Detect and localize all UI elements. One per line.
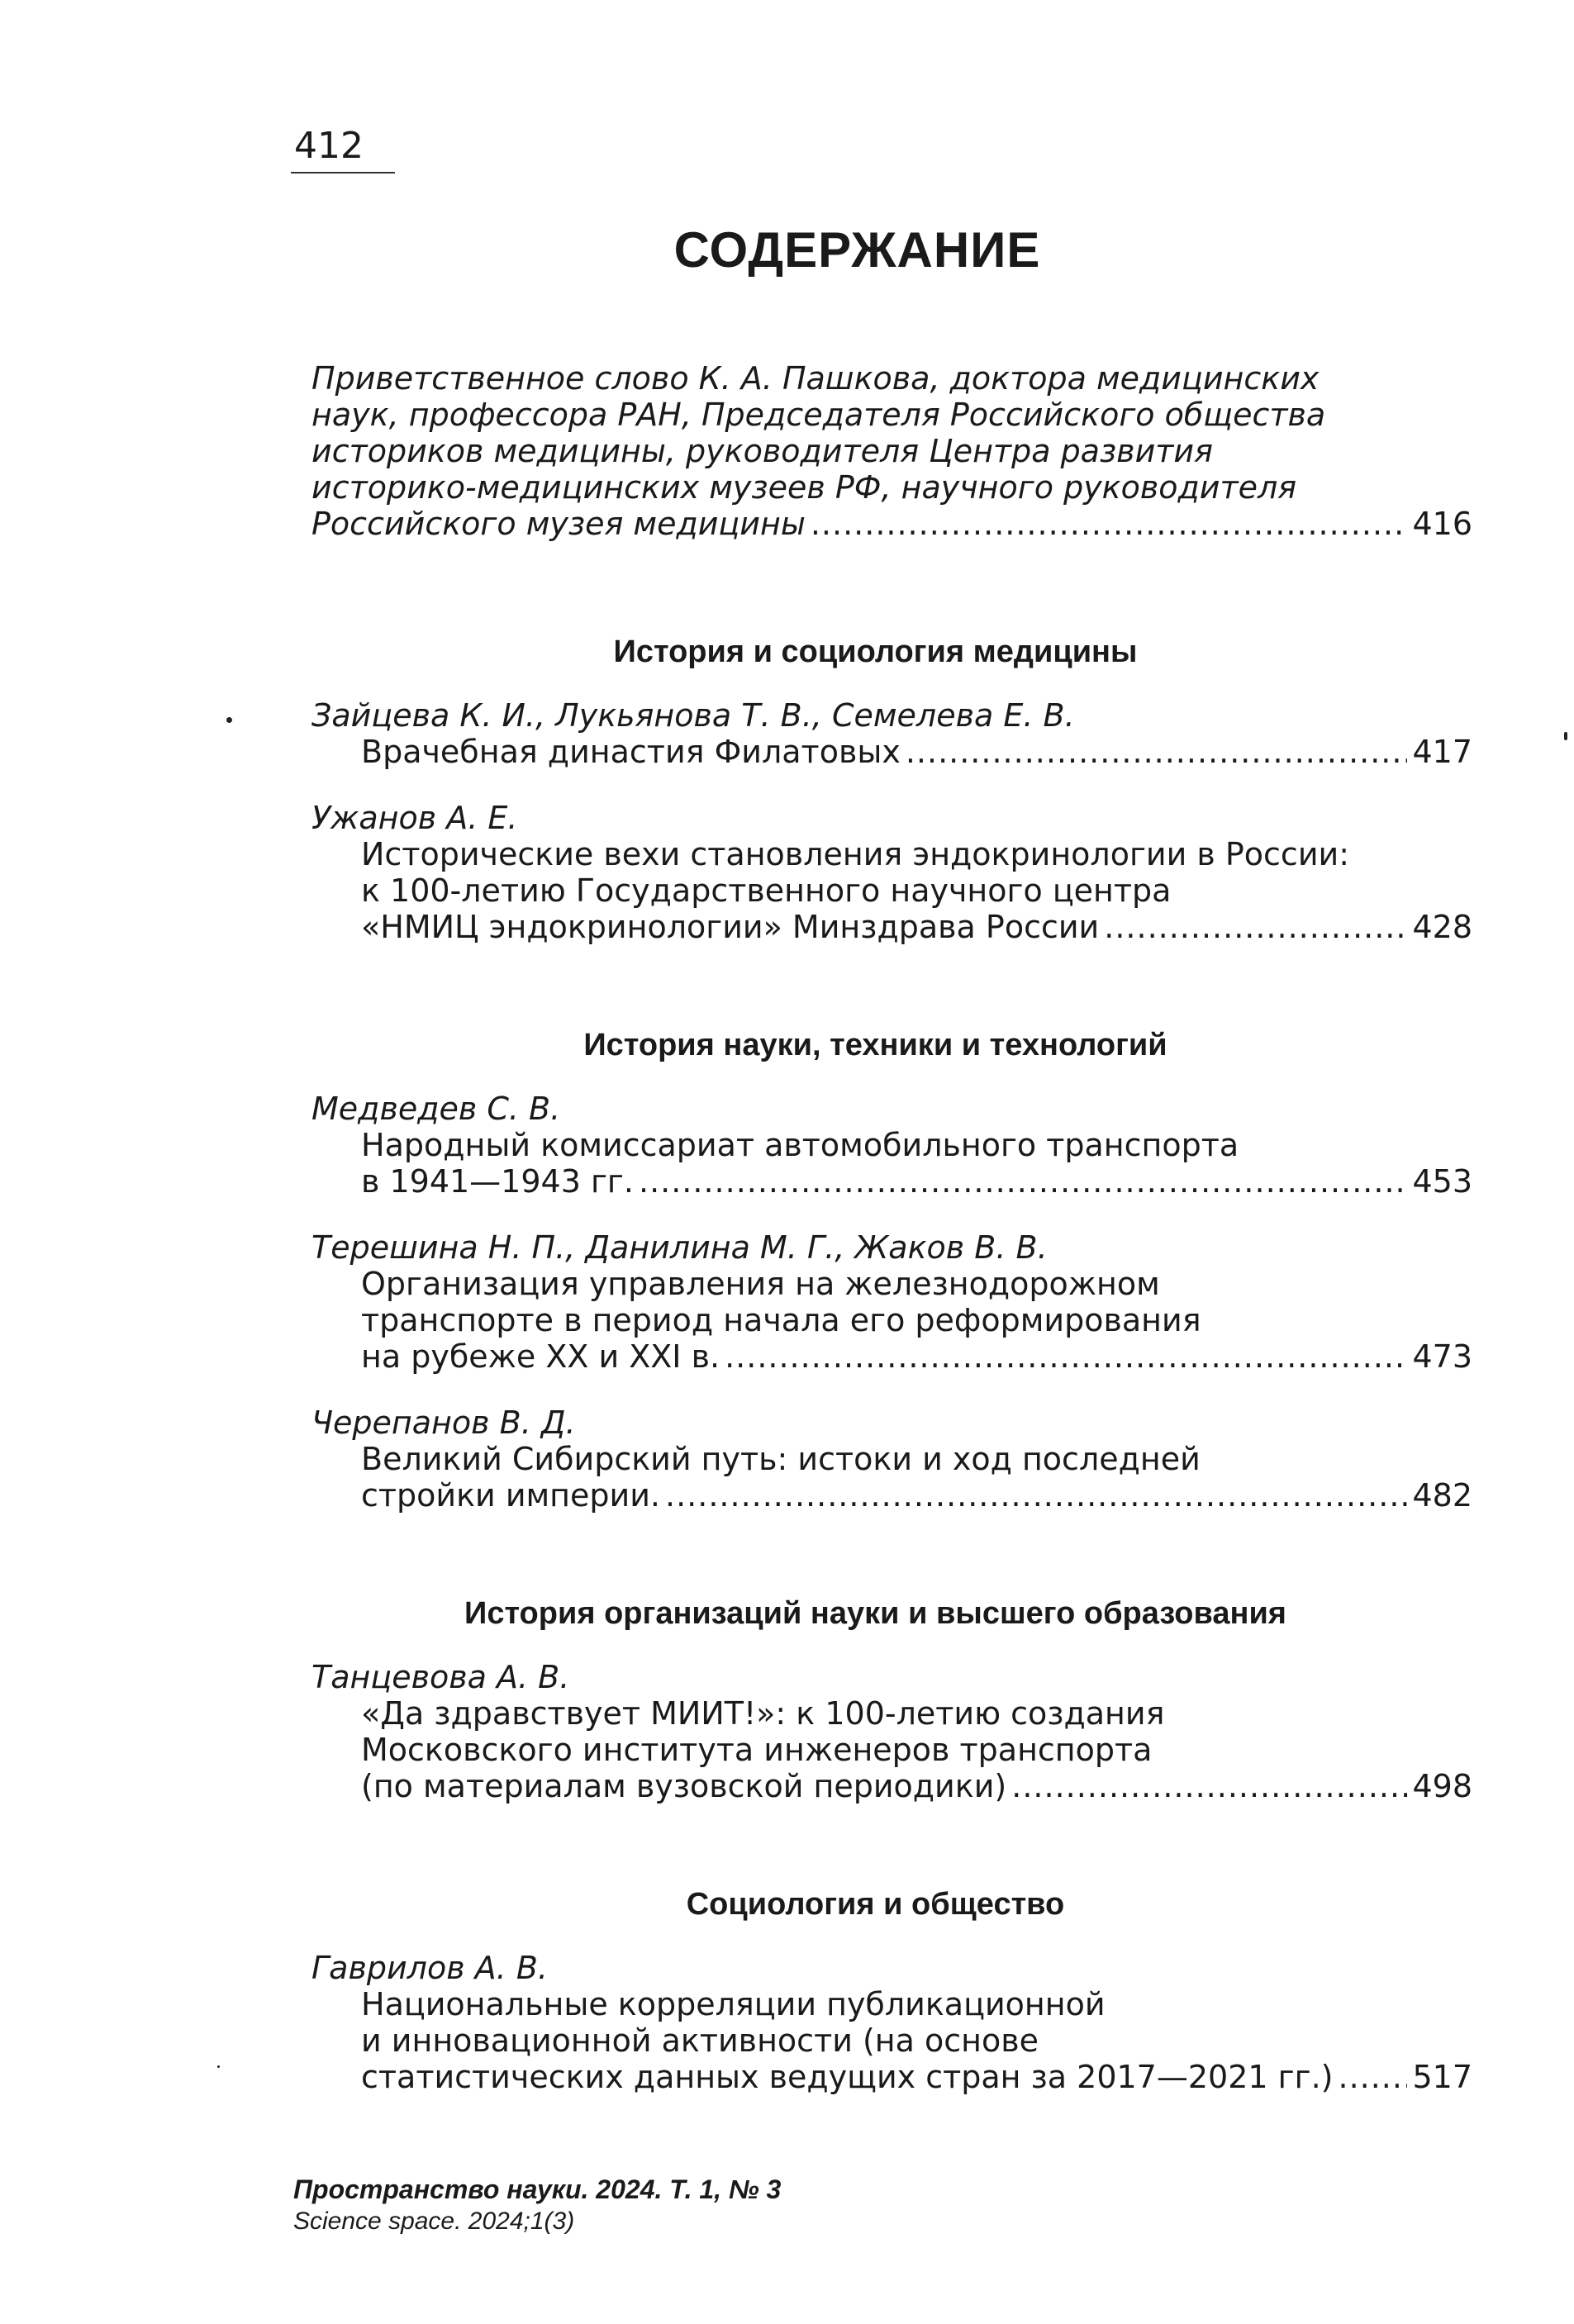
toc-section: [311, 631, 1472, 945]
page-ref: 482: [1412, 1477, 1472, 1514]
foreword-line: историков медицины, руководителя Центра развития: [311, 433, 1213, 469]
scan-speck: [1564, 732, 1567, 740]
dot-leader: [639, 1163, 1407, 1200]
entry-last-line: [361, 1163, 1472, 1200]
contents-heading: СОДЕРЖАНИЕ: [673, 222, 1041, 278]
section-title: История и социология медицины: [613, 634, 1138, 669]
entry-authors: Черепанов В. Д.: [311, 1404, 576, 1441]
entry-title-line: к 100-летию Государственного научного центра: [361, 872, 1172, 909]
entry-title-line: Народный комиссариат автомобильного транспорта: [361, 1127, 1239, 1163]
entry-title: [311, 1127, 1472, 1200]
toc-section: [311, 1593, 1472, 1804]
dot-leader: [906, 734, 1408, 770]
foreword-entry[interactable]: [311, 360, 1472, 542]
page-ref: 498: [1412, 1768, 1472, 1804]
entry-last-line: [361, 1338, 1472, 1375]
entry-last-line: [361, 1768, 1472, 1804]
entry-title-line: Великий Сибирский путь: истоки и ход последней: [361, 1441, 1201, 1477]
foreword-last-line: [311, 506, 1472, 542]
dot-leader: [1338, 2059, 1407, 2095]
dot-leader: [1104, 909, 1407, 945]
entry-title-text: Врачебная династия Филатовых: [361, 734, 901, 770]
toc-entry[interactable]: [311, 1091, 1472, 1200]
foreword-line: Приветственное слово К. А. Пашкова, доктора медицинских: [311, 360, 1320, 397]
entry-title-text: на рубеже XX и XXI в.: [361, 1338, 720, 1375]
entry-title-line: и инновационной активности (на основе: [361, 2022, 1039, 2059]
section-title: История организаций науки и высшего образования: [464, 1596, 1286, 1631]
scan-speck: [226, 717, 232, 723]
entry-title: [311, 836, 1472, 945]
toc-entry[interactable]: [311, 697, 1472, 770]
foreword-last-text: Российского музея медицины: [311, 506, 806, 542]
page-number: 412: [294, 125, 364, 167]
sections: [311, 631, 1472, 2095]
entry-title-text: стройки империи.: [361, 1477, 661, 1514]
foreword-lines: [311, 360, 1472, 506]
entry-title: [311, 734, 1472, 770]
dot-leader: [1011, 1768, 1407, 1804]
entry-authors: Танцевова А. В.: [311, 1659, 570, 1695]
entry-last-line: [361, 734, 1472, 770]
entry-authors: Гаврилов А. В.: [311, 1950, 548, 1986]
toc-entry[interactable]: [311, 800, 1472, 945]
page-number-rule: [291, 121, 395, 173]
page-ref: 428: [1412, 909, 1472, 945]
table-of-contents: [311, 360, 1472, 2095]
entry-title: [311, 1441, 1472, 1514]
page-ref: 453: [1412, 1163, 1472, 1200]
journal-reference: Пространство науки. 2024. Т. 1, № 3: [293, 2174, 782, 2204]
entry-authors: Ужанов А. Е.: [311, 800, 518, 836]
page-ref: 416: [1412, 506, 1472, 542]
entry-title: [311, 1266, 1472, 1375]
entry-title-text: (по материалам вузовской периодики): [361, 1768, 1007, 1804]
entry-authors: Медведев С. В.: [311, 1091, 561, 1127]
page-ref: 417: [1412, 734, 1472, 770]
entry-title-text: статистических данных ведущих стран за 2017—2021 гг.): [361, 2059, 1334, 2095]
page-ref: 473: [1412, 1338, 1472, 1375]
dot-leader: [811, 506, 1408, 542]
section-title: Социология и общество: [686, 1887, 1065, 1922]
page-ref: 517: [1412, 2059, 1472, 2095]
entry-title-line: «Да здравствует МИИТ!»: к 100-летию создания: [361, 1695, 1165, 1732]
dot-leader: [725, 1338, 1407, 1375]
entry-title-text: «НМИЦ эндокринологии» Минздрава России: [361, 909, 1100, 945]
entry-title: [311, 1986, 1472, 2095]
foreword-line: наук, профессора РАН, Председателя Российского общества: [311, 397, 1326, 433]
entry-title: [311, 1695, 1472, 1804]
dot-leader: [665, 1477, 1407, 1514]
scan-speck: [217, 2065, 220, 2068]
foreword-line: историко-медицинских музеев РФ, научного руководителя: [311, 469, 1297, 506]
toc-entry[interactable]: [311, 1229, 1472, 1375]
entry-title-line: Московского института инженеров транспорта: [361, 1732, 1153, 1768]
entry-authors: Зайцева К. И., Лукьянова Т. В., Семелева Е. В.: [311, 697, 1075, 734]
entry-title-line: Национальные корреляции публикационной: [361, 1986, 1106, 2022]
toc-section: [311, 1884, 1472, 2095]
entry-last-line: [361, 909, 1472, 945]
citation-reference: Science space. 2024;1(3): [293, 2208, 575, 2235]
entry-title-line: транспорте в период начала его реформирования: [361, 1302, 1201, 1338]
entry-last-line: [361, 2059, 1472, 2095]
toc-section: [311, 1024, 1472, 1514]
entry-title-line: Исторические вехи становления эндокринологии в России:: [361, 836, 1350, 872]
entry-last-line: [361, 1477, 1472, 1514]
entry-title-text: в 1941—1943 гг.: [361, 1163, 634, 1200]
entry-authors: Терешина Н. П., Данилина М. Г., Жаков В. В.: [311, 1229, 1048, 1266]
section-title: История науки, техники и технологий: [583, 1028, 1167, 1062]
entry-title-line: Организация управления на железнодорожном: [361, 1266, 1160, 1302]
toc-entry[interactable]: [311, 1404, 1472, 1514]
toc-entry[interactable]: [311, 1659, 1472, 1804]
toc-entry[interactable]: [311, 1950, 1472, 2095]
footer: [293, 2173, 781, 2237]
